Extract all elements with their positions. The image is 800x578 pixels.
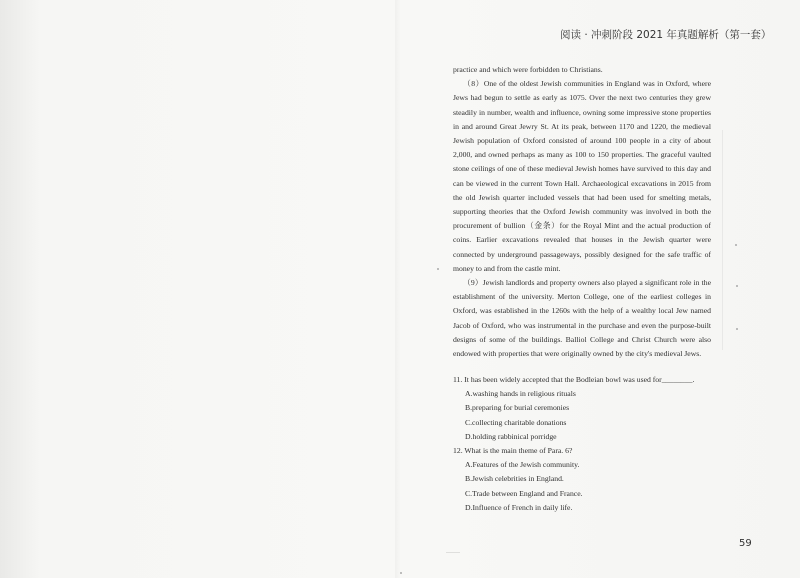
page-number: 59 [739, 538, 752, 549]
question-option: A.Features of the Jewish community. [465, 460, 580, 470]
running-header: 阅读 · 冲刺阶段 2021 年真题解析（第一套） [560, 29, 772, 41]
scan-speck [736, 285, 738, 287]
question-stem: 12. What is the main theme of Para. 6? [453, 446, 573, 456]
passage-paragraph: （9）Jewish landlords and property owners also played a significant role in the establishment of the university. Merton College, one of the earliest colleges in Oxford, was established in the 1260s with the help of a wealthy local Jew named Jacob of Oxford, who was instrumental in the purchase and even the purpose-built designs of some of the buildings. Balliol College and Christ Church were also endowed with properties that were originally owned by the city's medieval Jews. [453, 278, 711, 359]
question-option: D.Influence of French in daily life. [465, 502, 573, 512]
question-option: B.preparing for burial ceremonies [465, 403, 570, 413]
scan-speck [400, 572, 402, 574]
passage-paragraph: （8）One of the oldest Jewish communities in England was in Oxford, where Jews had begun to settle as early as 1075. Over the next two centuries they grew steadily in number, wealth and influence, owning some impressive stone properties in and around Great Jewry St. At its peak, between 1170 and 1220, the medieval Jewish population of Oxford consisted of around 100 people in a city of about 2,000, and owned perhaps as many as 100 to 150 properties. The graceful vaulted stone ceilings of one of these medieval Jewish homes have survived to this day and can be viewed in the current Town Hall. Archaeological excavations in 2015 from the old Jewish quarter included vessels that had been used for smelting metals, supporting theories that the Oxford Jewish community was involved in both the procurement of bullion（金条）for the Royal Mint and the actual production of coins. Earlier excavations revealed that houses in the Jewish quarter were connected by underground passageways, possibly designed for the safe traffic of money to and from the castle mint. [453, 79, 711, 273]
scan-mark [446, 552, 460, 553]
question-option: C.collecting charitable donations [465, 417, 567, 427]
scan-speck [437, 268, 439, 270]
question-option: B.Jewish celebrities in England. [465, 474, 564, 484]
scan-speck [735, 244, 737, 246]
scan-speck [736, 328, 738, 330]
question-option: C.Trade between England and France. [465, 488, 583, 498]
question-list [453, 373, 713, 515]
passage-text [453, 63, 711, 361]
question-stem: 11. It has been widely accepted that the Bodleian bowl was used for________. [453, 375, 695, 384]
question-option: D.holding rabbinical porridge [465, 431, 557, 441]
question-option: A.washing hands in religious rituals [465, 389, 576, 399]
book-gutter [395, 0, 401, 578]
passage-paragraph: practice and which were forbidden to Christians. [453, 65, 603, 74]
margin-rule [722, 130, 723, 350]
